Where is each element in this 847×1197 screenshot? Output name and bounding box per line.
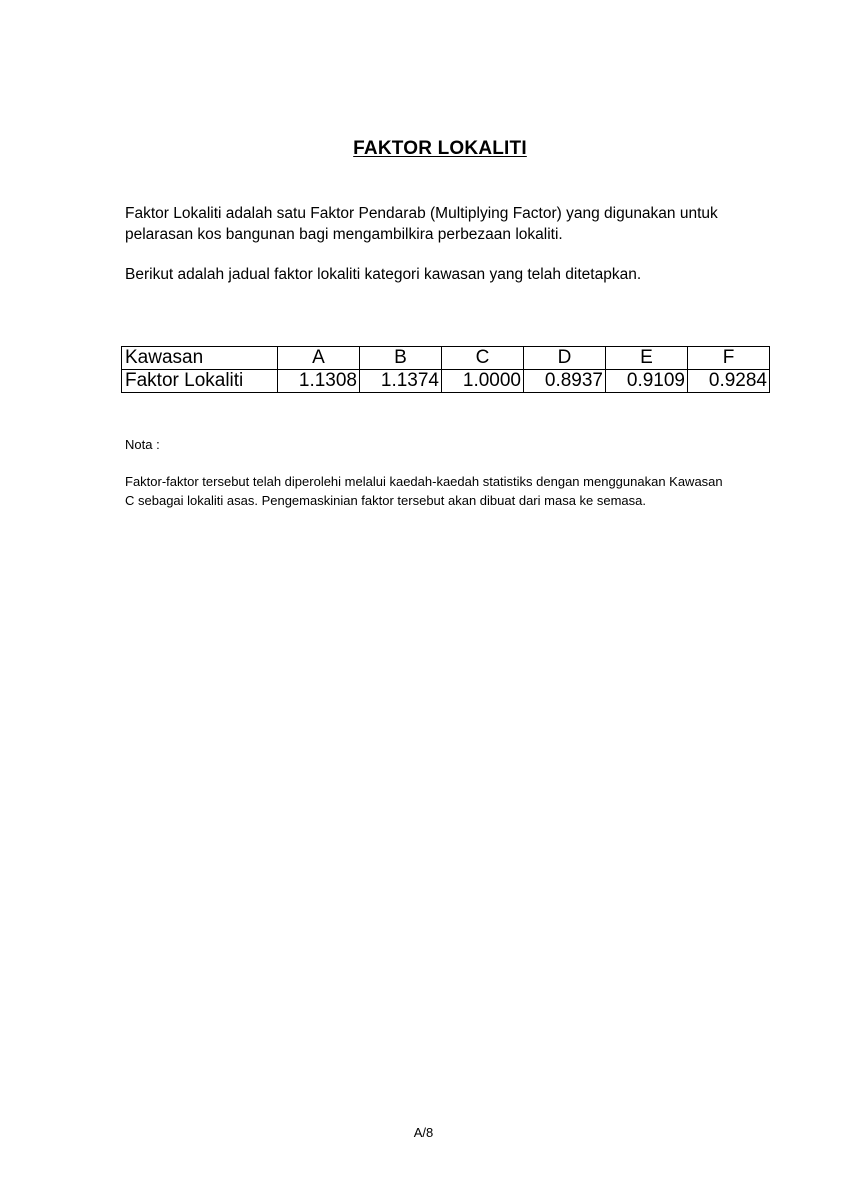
page-title: FAKTOR LOKALITI (353, 138, 527, 159)
column-header-b: B (360, 347, 442, 370)
page-number: A/8 (413, 1125, 434, 1140)
factor-value-b: 1.1374 (360, 370, 442, 393)
factor-value-f: 0.9284 (688, 370, 770, 393)
factor-value-c: 1.0000 (442, 370, 524, 393)
locality-factor-table (121, 346, 770, 393)
note-text: Faktor-faktor tersebut telah diperolehi melalui kaedah-kaedah statistiks dengan menggunakan Kawasan C sebagai lokaliti asas. Pengemaskinian faktor tersebut akan dibuat dari masa ke semasa. (125, 474, 723, 508)
column-header-f: F (688, 347, 770, 370)
table-value-row (122, 370, 770, 393)
factor-value-a: 1.1308 (278, 370, 360, 393)
table-intro-paragraph: Berikut adalah jadual faktor lokaliti kategori kawasan yang telah ditetapkan. (125, 266, 642, 283)
table-header-row (122, 347, 770, 370)
note-label: Nota : (125, 437, 160, 452)
column-header-a: A (278, 347, 360, 370)
table-header-label: Kawasan (122, 347, 278, 370)
column-header-c: C (442, 347, 524, 370)
factor-value-d: 0.8937 (524, 370, 606, 393)
intro-paragraph: Faktor Lokaliti adalah satu Faktor Pendarab (Multiplying Factor) yang digunakan untuk pelarasan kos bangunan bagi mengambilkira perbezaan lokaliti. (125, 205, 718, 243)
column-header-d: D (524, 347, 606, 370)
column-header-e: E (606, 347, 688, 370)
factor-value-e: 0.9109 (606, 370, 688, 393)
table-value-label: Faktor Lokaliti (122, 370, 278, 393)
